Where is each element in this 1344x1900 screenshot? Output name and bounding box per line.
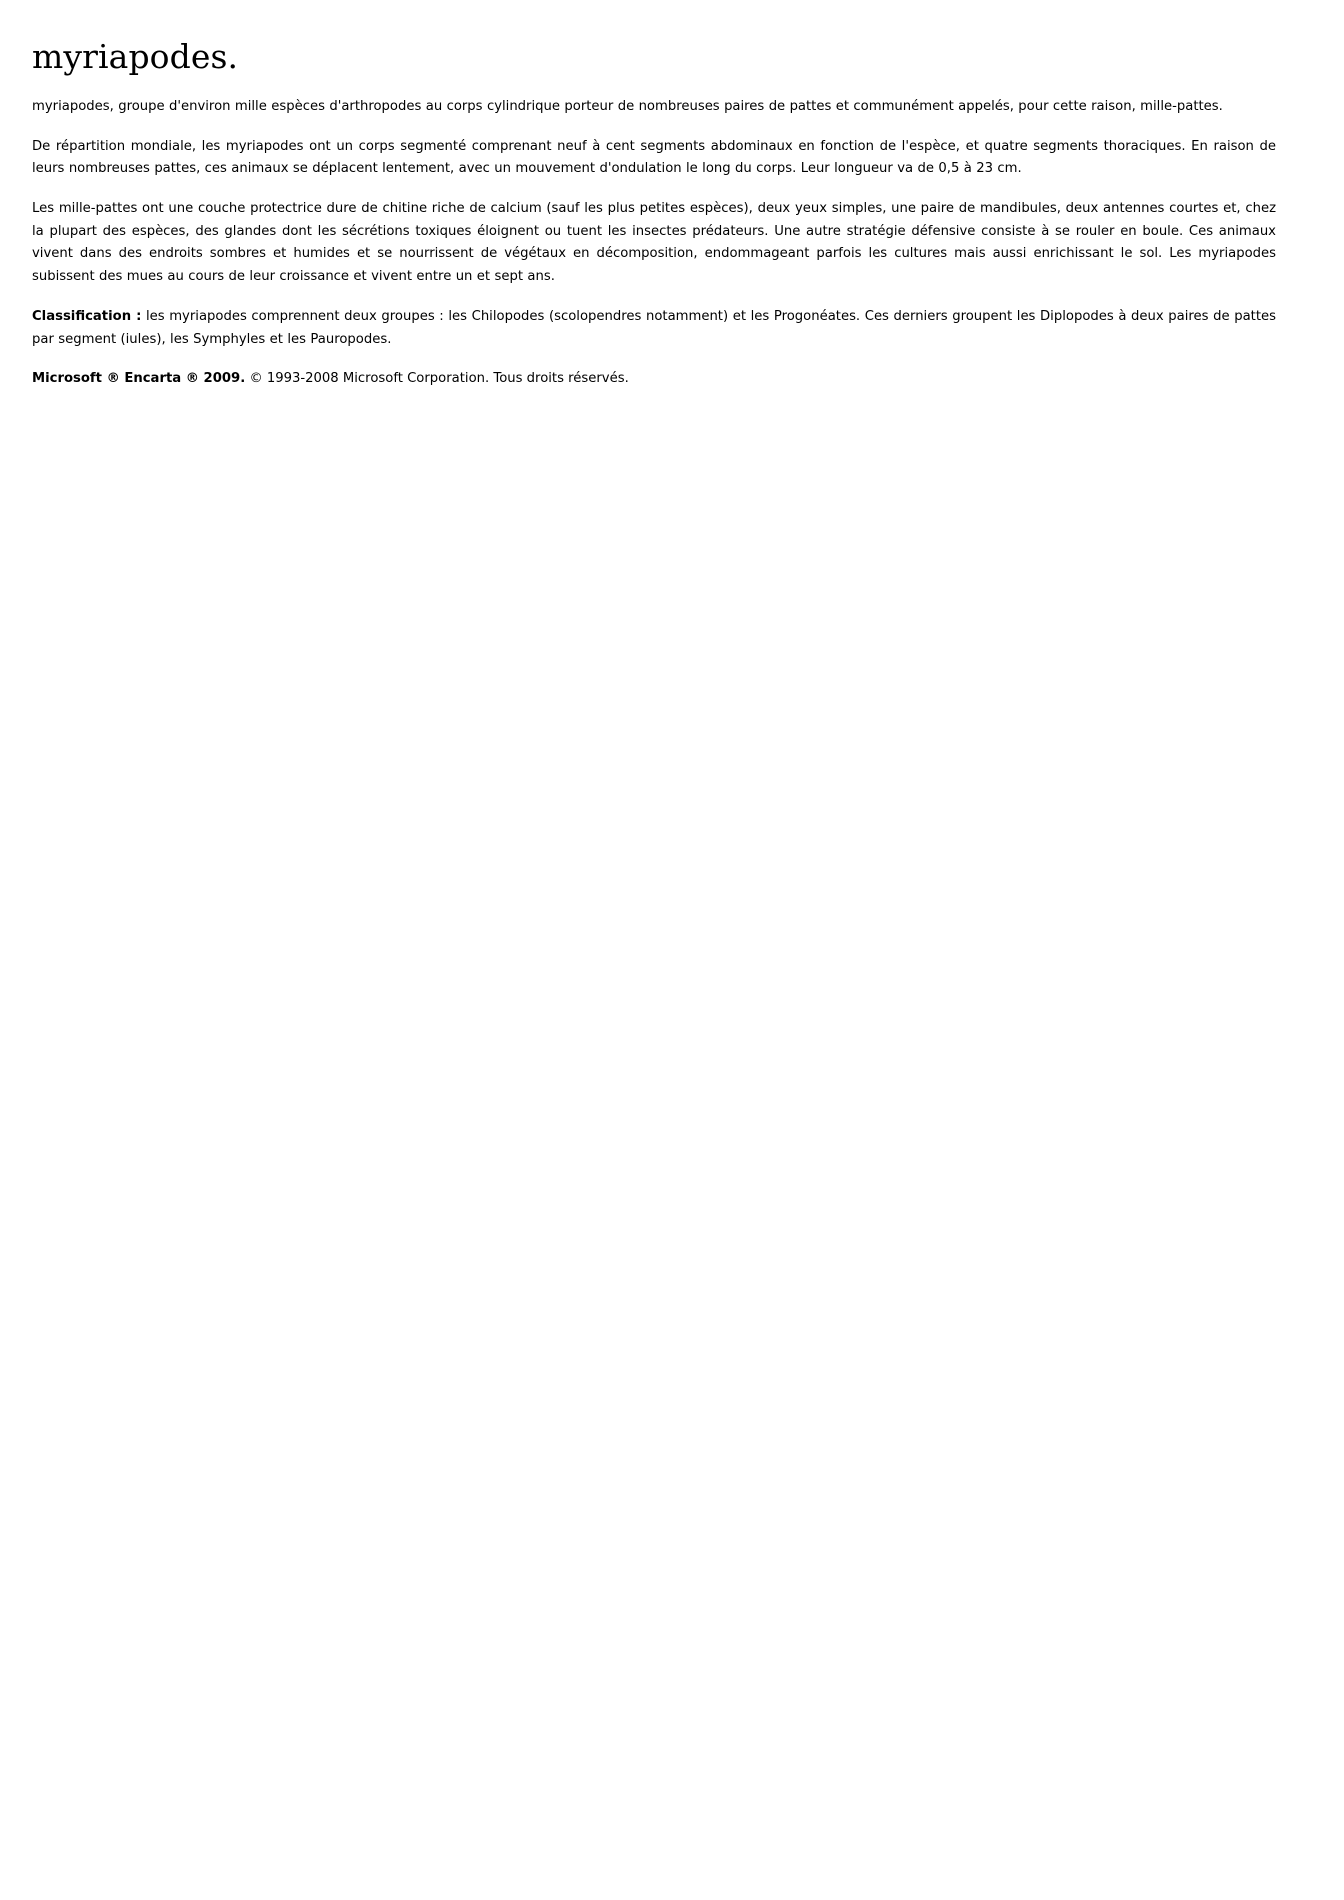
paragraph-intro: myriapodes, groupe d'environ mille espèces d'arthropodes au corps cylindrique porteur de nombreuses paires de pattes et communément appelés, pour cette raison, mille-pattes. [32,98,1223,114]
classification-text: les myriapodes comprennent deux groupes : les Chilopodes (scolopendres notamment) et les Progonéates. Ces derniers groupent les Diplopodes à deux paires de pattes par segment (iules), les Symphyles et les Pauropodes. [32,308,1276,347]
paragraph-description: Les mille-pattes ont une couche protectrice dure de chitine riche de calcium (sauf les plus petites espèces), deux yeux simples, une paire de mandibules, deux antennes courtes et, chez la plupart des espèces, des glandes dont les sécrétions toxiques éloignent ou tuent les insectes prédateurs. Une autre stratégie défensive consiste à se rouler en boule. Ces animaux vivent dans des endroits sombres et humides et se nourrissent de végétaux en décomposition, endommageant parfois les cultures mais aussi enrichissant le sol. Les myriapodes subissent des mues au cours de leur croissance et vivent entre un et sept ans. [32,201,1276,285]
copyright-text: © 1993-2008 Microsoft Corporation. Tous droits réservés. [245,371,629,387]
page-title: myriapodes. [32,37,239,76]
copyright-line [32,368,1276,391]
classification-label: Classification : [32,308,142,324]
paragraph-distribution: De répartition mondiale, les myriapodes ont un corps segmenté comprenant neuf à cent segments abdominaux en fonction de l'espèce, et quatre segments thoraciques. En raison de leurs nombreuses pattes, ces animaux se déplacent lentement, avec un mouvement d'ondulation le long du corps. Leur longueur va de 0,5 à 23 cm. [32,138,1276,177]
copyright-brand: Microsoft ® Encarta ® 2009. [32,371,246,387]
paragraph-classification [32,306,1276,351]
